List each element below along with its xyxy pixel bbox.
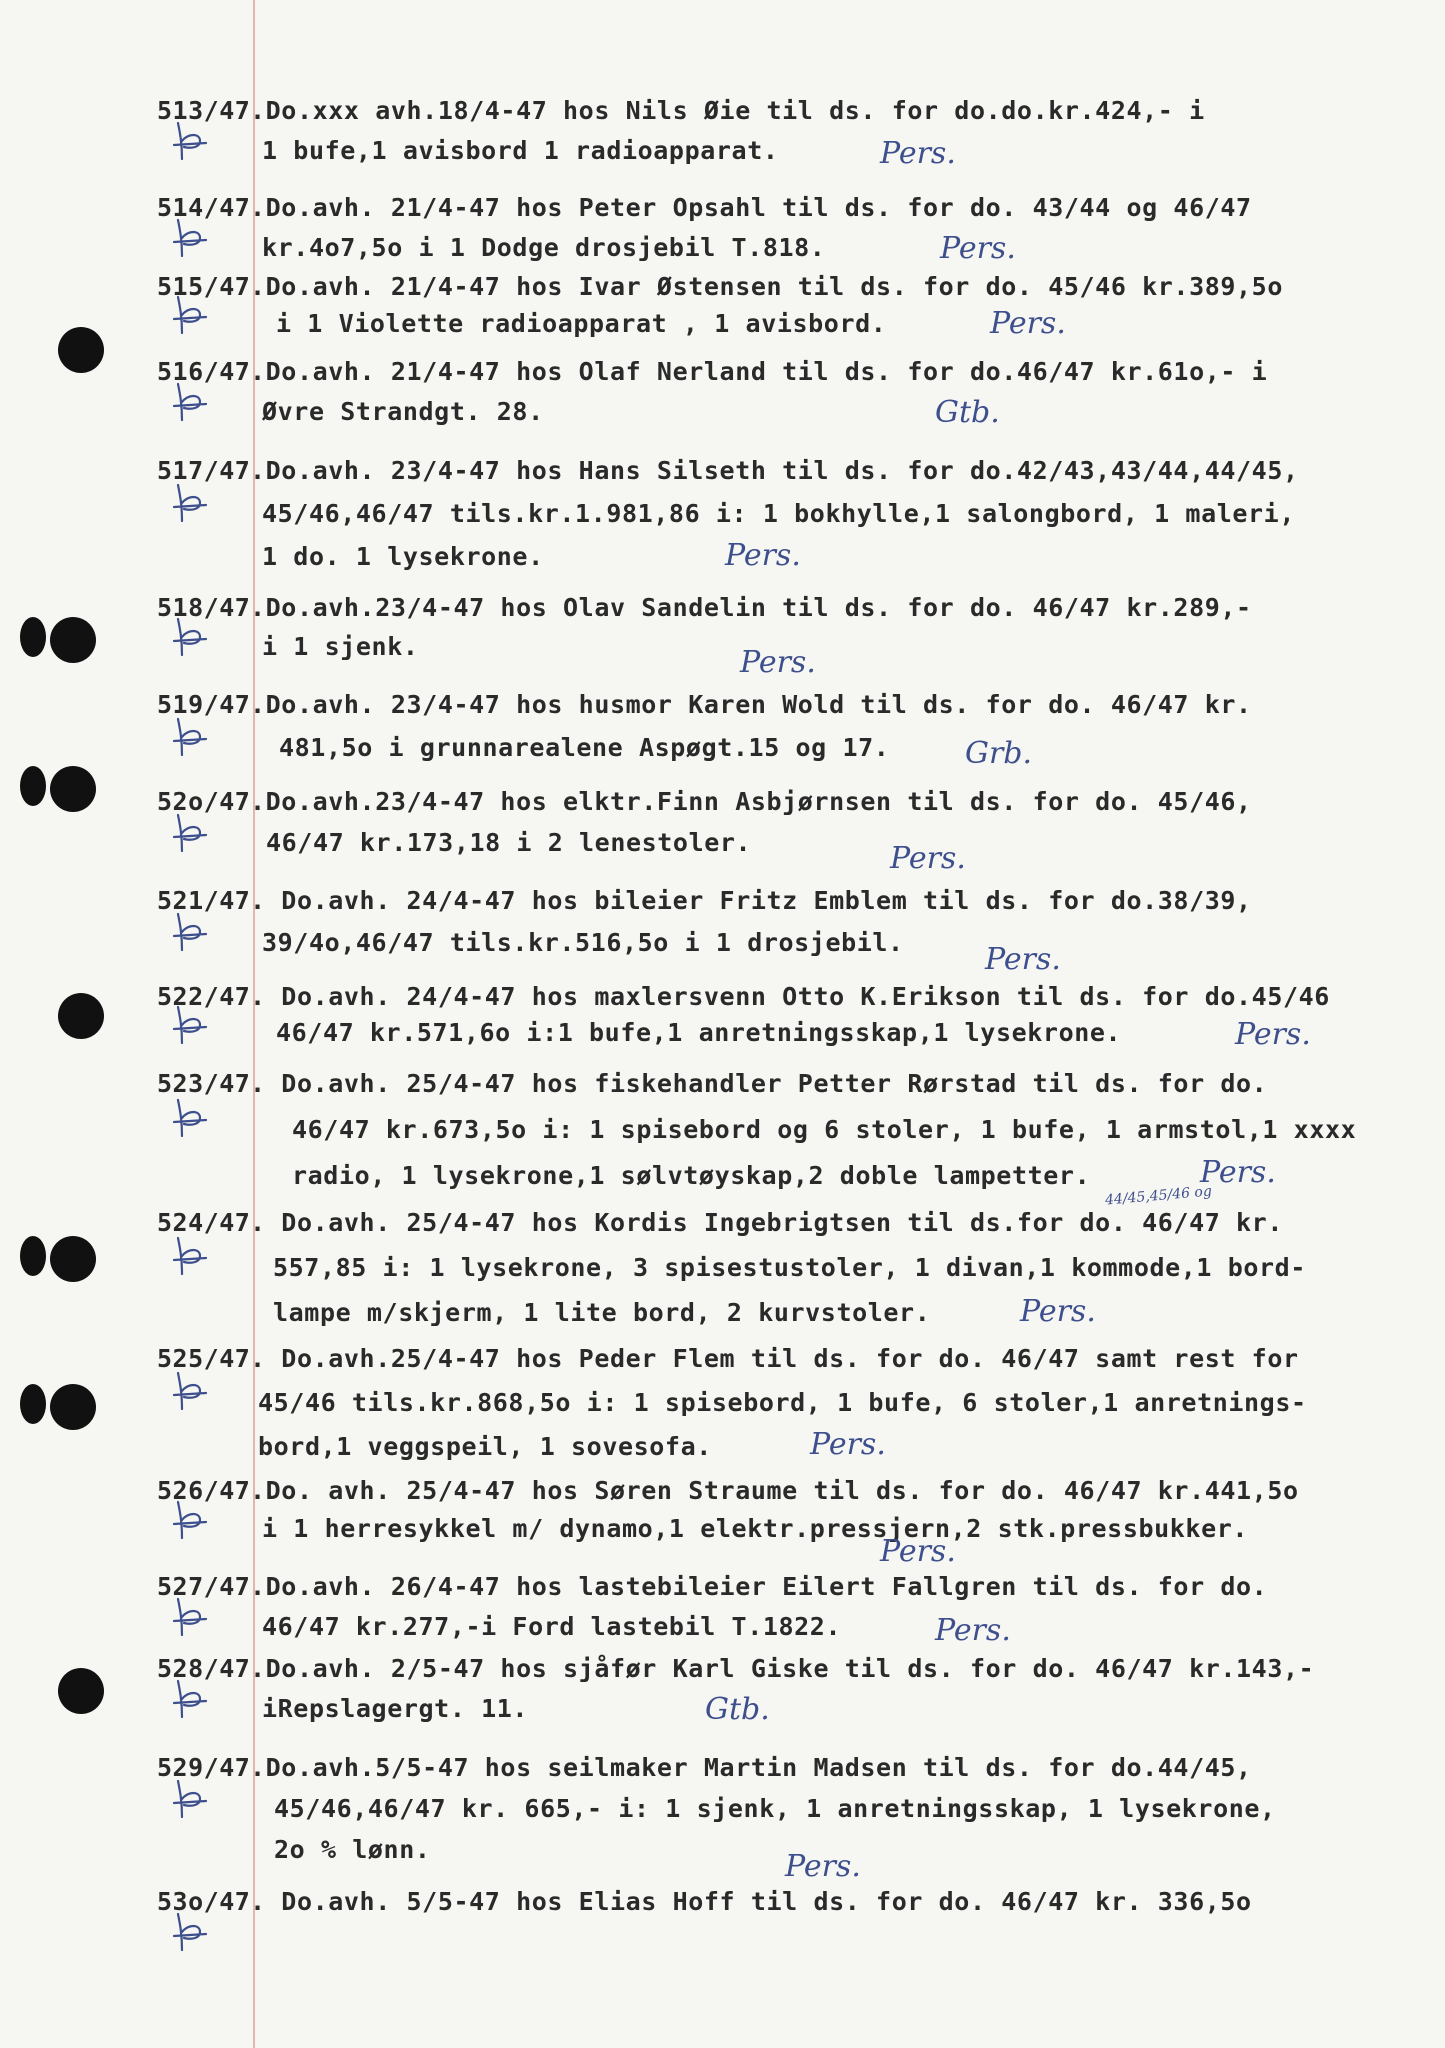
signature: Pers. [940,231,1016,266]
entry-number: 526/47 [157,1476,251,1505]
entry-text-line: . Do.avh. 5/5-47 hos Elias Hoff til ds. for do. 46/47 kr. 336,5o [250,1887,1252,1916]
entry-number: 528/47 [157,1654,251,1683]
entry-text-line: 46/47 kr.173,18 i 2 lenestoler. [266,828,752,857]
entry-text-line: .Do.avh.23/4-47 hos Olav Sandelin til ds. for do. 46/47 kr.289,- [250,593,1252,622]
signature: Pers. [935,1613,1011,1648]
signature: Pers. [985,942,1061,977]
entry-text-line: radio, 1 lysekrone,1 sølvtøyskap,2 doble lampetter. [292,1161,1091,1190]
entry-text-line: iRepslagergt. 11. [262,1694,529,1723]
margin-check-mark [170,119,210,163]
entry-text-line: .Do.avh. 23/4-47 hos husmor Karen Wold til ds. for do. 46/47 kr. [250,690,1252,719]
entry-text-line: i 1 herresykkel m/ dynamo,1 elektr.pressjern,2 stk.pressbukker. [262,1514,1249,1543]
entry-text-line: .Do.avh. 23/4-47 hos Hans Silseth til ds. for do.42/43,43/44,44/45, [250,456,1299,485]
margin-check-mark [170,481,210,525]
entry-number: 52o/47 [157,787,251,816]
entry-text-line: .Do.avh. 26/4-47 hos lastebileier Eilert Fallgren til ds. for do. [250,1572,1268,1601]
signature: Pers. [785,1849,861,1884]
entry-text-line: .Do.xxx avh.18/4-47 hos Nils Øie til ds. for do.do.kr.424,- i [250,96,1205,125]
entry-number: 519/47 [157,690,251,719]
entry-text-line: . Do.avh. 24/4-47 hos bileier Fritz Emblem til ds. for do.38/39, [250,886,1252,915]
margin-check-mark [170,1234,210,1278]
entry-text-line: bord,1 veggspeil, 1 sovesofa. [258,1432,712,1461]
signature: Pers. [725,538,801,573]
entry-number: 518/47 [157,593,251,622]
margin-check-mark [170,1003,210,1047]
entry-text-line: .Do.avh.23/4-47 hos elktr.Finn Asbjørnsen til ds. for do. 45/46, [250,787,1252,816]
signature: Pers. [890,841,966,876]
entry-number: 521/47 [157,886,251,915]
entry-text-line: i 1 sjenk. [262,632,419,661]
signature: Pers. [1235,1017,1311,1052]
entry-text-line: 46/47 kr.571,6o i:1 bufe,1 anretningsskap,1 lysekrone. [276,1018,1122,1047]
entry-text-line: .Do.avh. 21/4-47 hos Peter Opsahl til ds. for do. 43/44 og 46/47 [250,193,1252,222]
entry-number: 527/47 [157,1572,251,1601]
entry-text-line: . Do.avh. 24/4-47 hos maxlersvenn Otto K.Erikson til ds. for do.45/46 [250,982,1330,1011]
entry-text-line: 46/47 kr.673,5o i: 1 spisebord og 6 stoler, 1 bufe, 1 armstol,1 xxxx [292,1115,1357,1144]
entry-text-line: 1 do. 1 lysekrone. [262,542,544,571]
margin-check-mark [170,615,210,659]
entry-number: 53o/47 [157,1887,251,1916]
margin-check-mark [170,1595,210,1639]
margin-check-mark [170,1498,210,1542]
margin-check-mark [170,1677,210,1721]
margin-check-mark [170,1369,210,1413]
signature: Pers. [810,1427,886,1462]
entry-text-line: .Do. avh. 25/4-47 hos Søren Straume til ds. for do. 46/47 kr.441,5o [250,1476,1299,1505]
entry-text-line: lampe m/skjerm, 1 lite bord, 2 kurvstoler. [273,1298,931,1327]
entry-number: 513/47 [157,96,251,125]
margin-check-mark [170,811,210,855]
signature: Pers. [880,136,956,171]
entry-number: 523/47 [157,1069,251,1098]
entry-number: 517/47 [157,456,251,485]
handwritten-note: 44/45,45/46 og [1104,1183,1213,1209]
margin-check-mark [170,1096,210,1140]
entry-number: 525/47 [157,1344,251,1373]
entry-text-line: 1 bufe,1 avisbord 1 radioapparat. [262,136,779,165]
entry-text-line: Øvre Strandgt. 28. [262,397,544,426]
entry-text-line: . Do.avh. 25/4-47 hos fiskehandler Petter Rørstad til ds. for do. [250,1069,1268,1098]
entry-text-line: .Do.avh. 21/4-47 hos Olaf Nerland til ds. for do.46/47 kr.61o,- i [250,357,1268,386]
margin-check-mark [170,910,210,954]
signature: Pers. [1020,1294,1096,1329]
entry-number: 514/47 [157,193,251,222]
entry-text-line: 45/46,46/47 kr. 665,- i: 1 sjenk, 1 anretningsskap, 1 lysekrone, [274,1794,1276,1823]
margin-check-mark [170,293,210,337]
margin-check-mark [170,1910,210,1954]
signature: Gtb. [705,1692,770,1727]
entry-number: 516/47 [157,357,251,386]
entry-text-line: 481,5o i grunnarealene Aspøgt.15 og 17. [279,733,890,762]
entry-text-line: 46/47 kr.277,-i Ford lastebil T.1822. [262,1612,842,1641]
entry-text-line: 557,85 i: 1 lysekrone, 3 spisestustoler, 1 divan,1 kommode,1 bord- [273,1253,1306,1282]
margin-check-mark [170,1777,210,1821]
entry-number: 522/47 [157,982,251,1011]
entry-text-line: 45/46,46/47 tils.kr.1.981,86 i: 1 bokhylle,1 salongbord, 1 maleri, [262,499,1295,528]
margin-check-mark [170,715,210,759]
entry-text-line: kr.4o7,5o i 1 Dodge drosjebil T.818. [262,233,826,262]
signature: Pers. [740,645,816,680]
signature: Grb. [965,736,1033,771]
entry-text-line: . Do.avh. 25/4-47 hos Kordis Ingebrigtsen til ds.for do. 46/47 kr. [250,1208,1283,1237]
entry-text-line: .Do.avh.5/5-47 hos seilmaker Martin Madsen til ds. for do.44/45, [250,1753,1252,1782]
signature: Pers. [880,1534,956,1569]
signature: Pers. [990,306,1066,341]
entry-text-line: 45/46 tils.kr.868,5o i: 1 spisebord, 1 bufe, 6 stoler,1 anretnings- [258,1388,1307,1417]
margin-check-mark [170,216,210,260]
entry-text-line: . Do.avh.25/4-47 hos Peder Flem til ds. for do. 46/47 samt rest for [250,1344,1299,1373]
entry-text-line: 2o % lønn. [274,1835,431,1864]
entry-number: 524/47 [157,1208,251,1237]
entry-text-line: i 1 Violette radioapparat , 1 avisbord. [276,309,887,338]
signature: Pers. [1200,1155,1276,1190]
entry-text-line: .Do.avh. 21/4-47 hos Ivar Østensen til ds. for do. 45/46 kr.389,5o [250,272,1283,301]
entry-text-line: 39/4o,46/47 tils.kr.516,5o i 1 drosjebil. [262,928,904,957]
entry-number: 515/47 [157,272,251,301]
entry-text-line: .Do.avh. 2/5-47 hos sjåfør Karl Giske til ds. for do. 46/47 kr.143,- [250,1654,1315,1683]
entry-number: 529/47 [157,1753,251,1782]
margin-check-mark [170,380,210,424]
signature: Gtb. [935,395,1000,430]
